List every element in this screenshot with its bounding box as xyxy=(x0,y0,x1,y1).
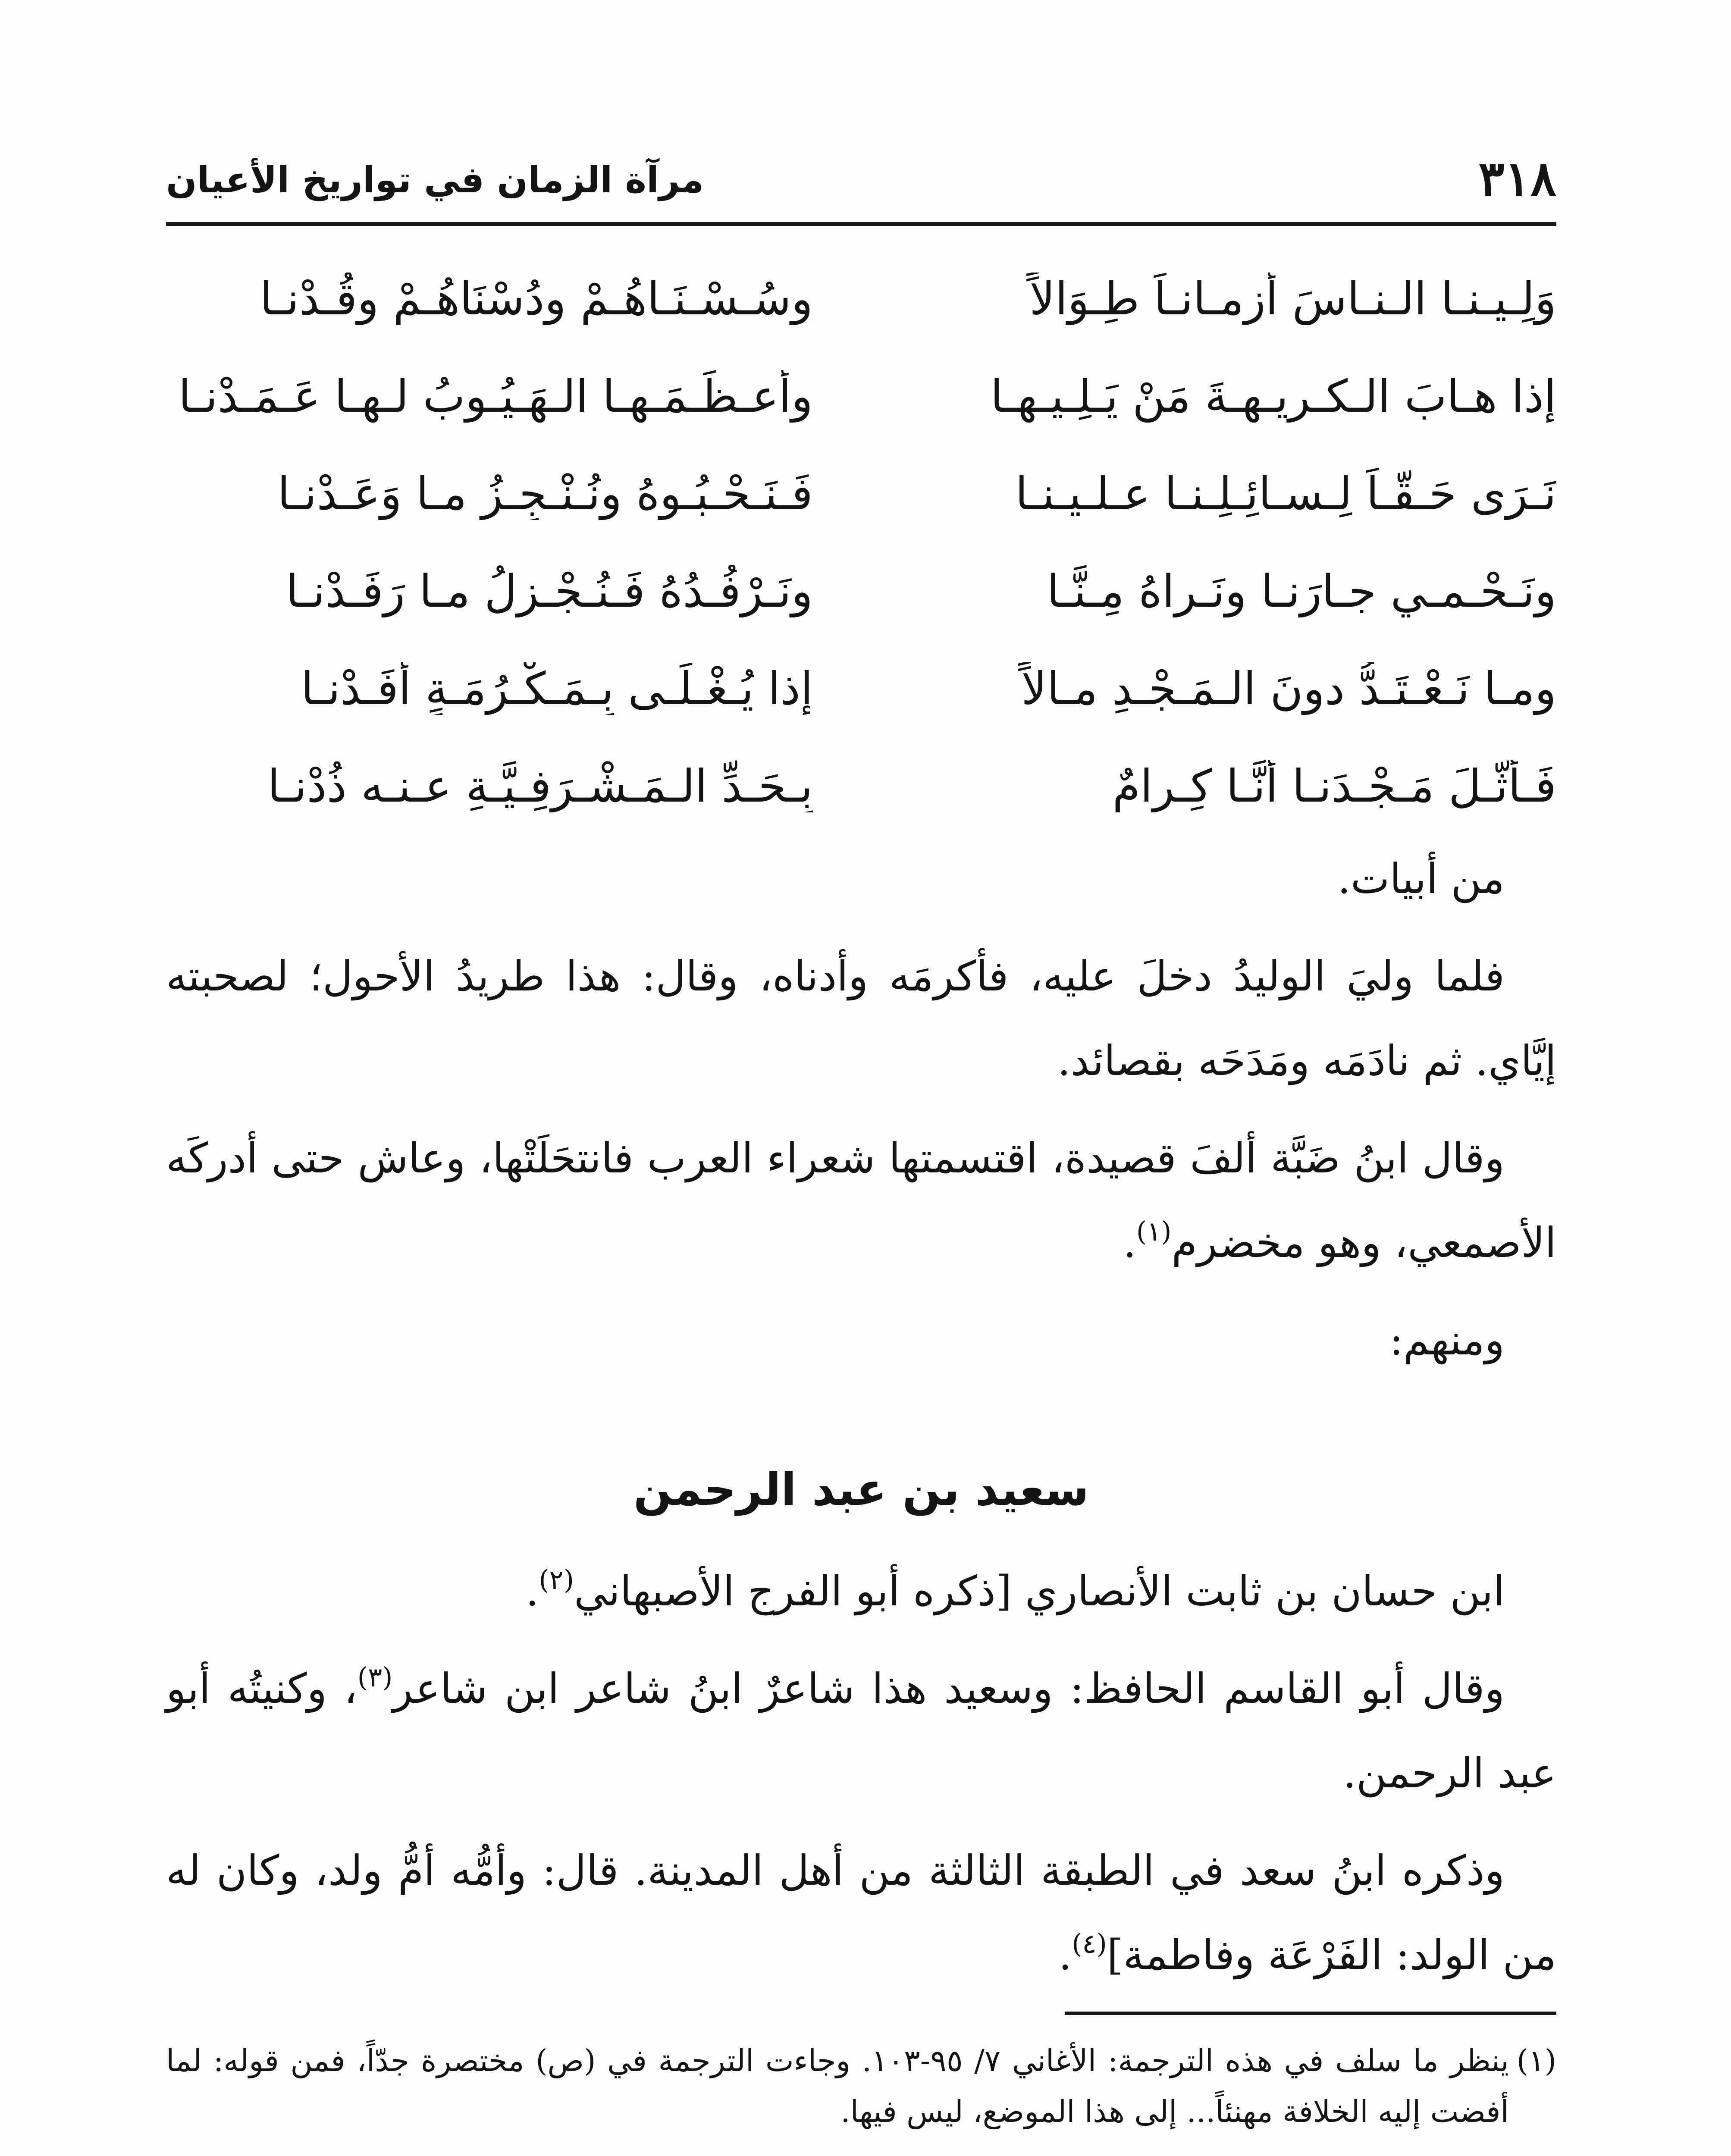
footnote-reference[interactable]: (٤) xyxy=(1072,1928,1107,1959)
running-header xyxy=(166,147,1556,211)
footnote-number: (١) xyxy=(1516,2043,1556,2078)
footnote xyxy=(166,2149,1556,2156)
verse-second-hemistich: بِـحَـدِّ الـمَـشْـرَفِـيَّـةِ عـنـه ذُدْنـا xyxy=(267,760,813,812)
paragraph xyxy=(166,1549,1556,1633)
verse-first-hemistich: إذا هـابَ الـكـريـهـةَ مَنْ يَـلِـيـهـا xyxy=(990,370,1556,423)
verse-line xyxy=(166,542,1556,640)
paragraph xyxy=(166,1116,1556,1285)
footnote-reference[interactable]: (١) xyxy=(1136,1216,1172,1247)
verse-second-hemistich: إذا يُـغْـلَـى بِـمَـكْـرُمَـةٍ أَفَـدْنـا xyxy=(301,662,813,715)
page-number: ٣١٨ xyxy=(1478,150,1556,207)
verse-second-hemistich: ونَـرْفُـدُهُ فَـنُـجْـزِلُ مـا رَفَـدْنـا xyxy=(286,565,813,617)
paragraph-text: وذكره ابنُ سعد في الطبقة الثالثة من أهل المدينة. قال: وأمُّه أمُّ ولد، وكان له من الولد: الفَرْعَة وفاطمة] xyxy=(166,1846,1556,1979)
running-title: مرآة الزمان في تواريخ الأعيان xyxy=(166,159,704,201)
paragraph-text: وقال أبو القاسم الحافظ: وسعيد هذا شاعرٌ ابنُ شاعر ابن شاعر xyxy=(392,1664,1505,1713)
paragraph-text: ابن حسان بن ثابت الأنصاري [ذكره أبو الفرج الأصبهاني xyxy=(574,1567,1505,1615)
verse-line xyxy=(166,348,1556,445)
paragraph-end: . xyxy=(1058,1931,1072,1979)
paragraph: فلما وليَ الوليدُ دخلَ عليه، فأكرمَه وأدناه، وقال: هذا طريدُ الأحول؛ لصحبته إيَّاي. ثم نادَمَه ومَدَحَه بقصائد. xyxy=(166,952,1556,1085)
footnote-number xyxy=(1517,2149,1556,2156)
verse-first-hemistich: ونَـحْـمـي جـارَنـا ونَـراهُ مِـنَّـا xyxy=(1047,565,1556,617)
poem xyxy=(166,250,1556,835)
footnote-divider xyxy=(1065,2012,1556,2015)
paragraph-end: . xyxy=(1123,1219,1136,1267)
header-divider xyxy=(166,222,1556,226)
paragraph: ومنهم: xyxy=(1389,1316,1505,1364)
footnote-reference[interactable]: (٣) xyxy=(357,1661,393,1693)
paragraph-text: وقال ابنُ ضَبَّة ألفَ قصيدة، اقتسمتها شعراء العرب فانتحَلَتْها، وعاش حتى أدركَه الأصمعي، وهو مخضرم xyxy=(166,1134,1556,1267)
main-text xyxy=(166,837,1556,2010)
paragraph-text: ، وكنيتُه أبو عبد الرحمن. xyxy=(166,1664,1556,1797)
footnote-reference[interactable]: (٢) xyxy=(539,1564,574,1595)
verse-line xyxy=(166,445,1556,542)
footnotes xyxy=(166,2035,1556,2156)
verse-first-hemistich: ومـا نَـعْـتَـدُّ دونَ الـمَـجْـدِ مـالاً xyxy=(1021,662,1556,715)
section-heading: سعيد بن عبد الرحمن xyxy=(633,1463,1089,1516)
verse-second-hemistich: فَـنَـحْـبُـوهُ ونُـنْـجِـزُ مـا وَعَـدْنـا xyxy=(277,467,813,520)
verse-line xyxy=(166,737,1556,835)
paragraph-end: . xyxy=(525,1567,539,1615)
verse-first-hemistich: نَـرَى حَـقّـاً لِـسـائِـلِـنـا عـلـيـنـا xyxy=(1015,467,1556,520)
verse-first-hemistich: فَـأَثَّـلَ مَـجْـدَنـا أنَّـا كِـرامٌ xyxy=(1112,760,1556,812)
verse-first-hemistich: وَلِـيـنـا الـنـاسَ أزمـانـاً طِـوَالاً xyxy=(1029,273,1556,325)
footnote-text: ينظر ما سلف في هذه الترجمة: الأغاني ٧/ ٩٥-١٠٣. وجاءت الترجمة في (ص) مختصرة جدّاً، فمن قوله: لما أفضت إليه الخلافة مهنئاً... إلى هذا الموضع، ليس فيها. xyxy=(166,2043,1509,2129)
verse-line xyxy=(166,250,1556,348)
paragraph xyxy=(166,1828,1556,1997)
paragraph xyxy=(166,1646,1556,1815)
verse-line xyxy=(166,640,1556,737)
footnote xyxy=(166,2035,1556,2137)
verse-second-hemistich: وأعـظَـمَـهـا الـهَـيُـوبُ لـهـا عَـمَـدْنـا xyxy=(178,370,813,423)
verse-second-hemistich: وسُـسْـنَـاهُـمْ ودُسْنَاهُـمْ وقُـدْنـا xyxy=(260,273,813,325)
paragraph: من أبيات. xyxy=(1337,855,1505,903)
